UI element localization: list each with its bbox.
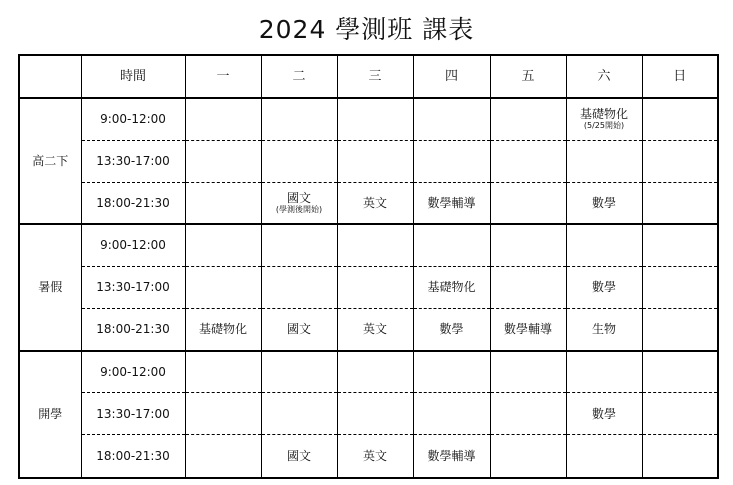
course-cell [413,435,490,478]
course-cell [566,266,642,308]
time-slot: 18:00-21:30 [81,182,185,224]
header-tue: 二 [261,55,337,98]
course-name: 基礎物化 [198,322,247,337]
period-label: 高二下 [19,98,81,224]
course-name: 國文 [286,322,311,337]
period-label: 暑假 [19,224,81,350]
header-fri: 五 [490,55,566,98]
course-cell [413,393,490,435]
table-row [19,182,718,224]
course-cell [490,393,566,435]
course-cell [185,140,261,182]
course-cell [261,182,337,224]
course-cell [566,393,642,435]
table-row [19,309,718,351]
course-cell [185,224,261,266]
course-name: 基礎物化 [427,280,476,295]
time-slot: 9:00-12:00 [81,351,185,393]
course-cell [261,435,337,478]
time-slot: 13:30-17:00 [81,140,185,182]
course-cell [642,435,718,478]
schedule-table [18,54,719,479]
course-name: 基礎物化 [579,107,628,122]
period-label: 開學 [19,351,81,478]
course-name: 數學 [591,195,616,210]
course-name: 數學 [591,280,616,295]
course-cell [261,224,337,266]
course-cell [490,266,566,308]
table-row [19,140,718,182]
course-cell [413,98,490,140]
header-wed: 三 [337,55,413,98]
course-cell [337,393,413,435]
course-name: 數學 [591,406,616,421]
course-cell [642,309,718,351]
time-slot: 18:00-21:30 [81,309,185,351]
course-cell [566,224,642,266]
header-row [19,55,718,98]
course-cell [413,140,490,182]
course-cell [642,224,718,266]
table-row [19,224,718,266]
course-cell [337,351,413,393]
time-slot: 13:30-17:00 [81,266,185,308]
course-cell [566,98,642,140]
header-sat: 六 [566,55,642,98]
time-slot: 18:00-21:30 [81,435,185,478]
course-cell [566,351,642,393]
header-thu: 四 [413,55,490,98]
course-cell [413,224,490,266]
course-cell [261,393,337,435]
course-cell [337,266,413,308]
course-cell [185,435,261,478]
course-cell [490,98,566,140]
course-cell [337,435,413,478]
course-name: 英文 [362,322,387,337]
course-cell [566,435,642,478]
course-cell [261,98,337,140]
course-cell [642,140,718,182]
course-name: 生物 [591,322,616,337]
table-row [19,98,718,140]
header-sun: 日 [642,55,718,98]
table-header [19,55,718,98]
time-slot: 13:30-17:00 [81,393,185,435]
course-cell [490,224,566,266]
course-cell [413,182,490,224]
course-name: 國文 [286,448,311,463]
course-cell [337,140,413,182]
course-cell [490,182,566,224]
header-mon: 一 [185,55,261,98]
course-cell [413,266,490,308]
course-name: 國文 [286,191,311,206]
course-cell [261,309,337,351]
course-cell [566,140,642,182]
time-slot: 9:00-12:00 [81,98,185,140]
table-row [19,393,718,435]
course-cell [642,182,718,224]
course-cell [642,351,718,393]
course-cell [261,140,337,182]
course-cell [185,266,261,308]
course-cell [566,182,642,224]
course-cell [566,309,642,351]
course-cell [413,309,490,351]
table-row [19,266,718,308]
course-cell [413,351,490,393]
course-name: 英文 [362,195,387,210]
time-slot: 9:00-12:00 [81,224,185,266]
course-cell [261,266,337,308]
course-name: 數學輔導 [503,322,552,337]
course-cell [337,224,413,266]
course-cell [185,309,261,351]
course-cell [337,309,413,351]
course-cell [185,393,261,435]
course-name: 數學輔導 [427,448,476,463]
course-name: 數學 [439,322,464,337]
course-cell [490,435,566,478]
course-note: (學測後開始) [275,204,323,214]
course-cell [337,98,413,140]
table-row [19,351,718,393]
table-row [19,435,718,478]
course-name: 英文 [362,448,387,463]
course-cell [185,351,261,393]
course-cell [490,309,566,351]
course-cell [642,266,718,308]
course-cell [642,393,718,435]
header-blank [19,55,81,98]
course-cell [261,351,337,393]
course-cell [185,182,261,224]
course-cell [185,98,261,140]
course-note: (5/25開始) [583,120,625,130]
course-cell [490,140,566,182]
page-title: 2024 學測班 課表 [258,15,475,44]
course-name: 數學輔導 [427,195,476,210]
course-cell [337,182,413,224]
table-body [19,98,718,478]
course-cell [490,351,566,393]
course-cell [642,98,718,140]
header-time: 時間 [81,55,185,98]
